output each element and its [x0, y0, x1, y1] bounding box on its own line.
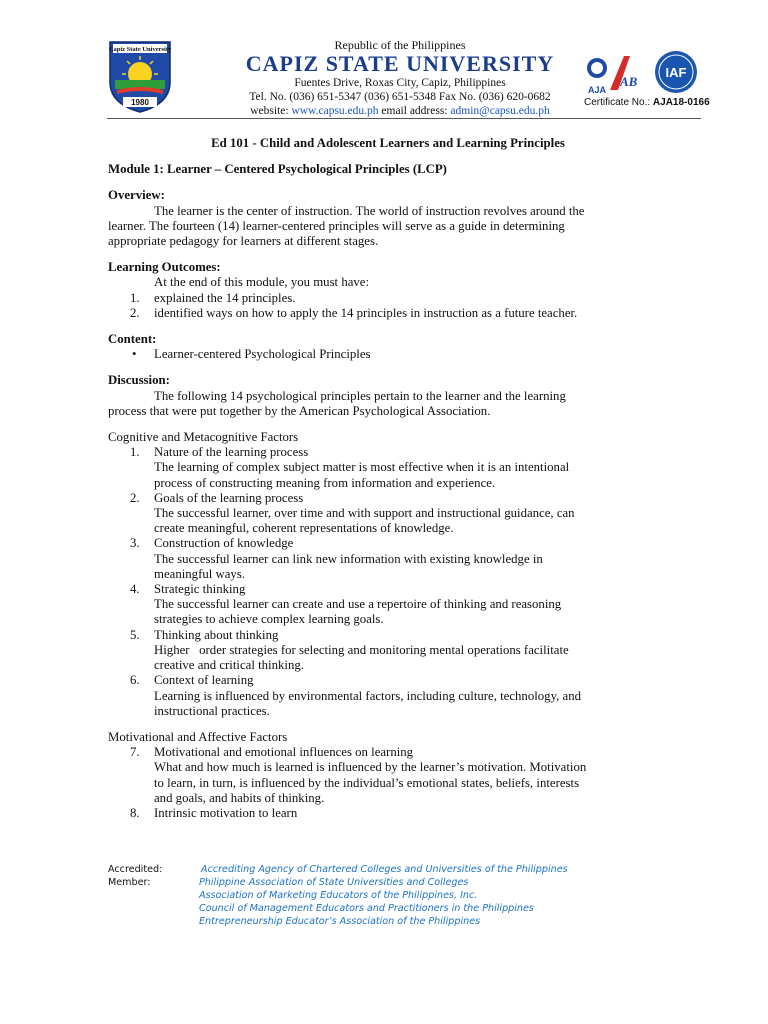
- overview-line-2: learner. The fourteen (14) learner-centered principles will serve as a guide in determining: [108, 218, 565, 233]
- address-line: Fuentes Drive, Roxas City, Capiz, Philippines: [294, 77, 506, 89]
- ab-logo-icon: [610, 56, 638, 90]
- cognitive-heading: Cognitive and Metacognitive Factors: [108, 430, 299, 445]
- principle-title: Motivational and emotional influences on learning: [154, 745, 414, 760]
- principle-desc-2: instructional practices.: [154, 703, 270, 718]
- course-title: Ed 101 - Child and Adolescent Learners and Learning Principles: [211, 136, 565, 150]
- principle-desc-1: Learning is influenced by environmental factors, including culture, technology, and: [154, 688, 582, 703]
- svg-text:IAF: IAF: [665, 65, 687, 80]
- email-link[interactable]: admin@capsu.edu.ph: [450, 105, 550, 117]
- outcome-number: 2.: [130, 305, 140, 320]
- overview-line-3: appropriate pedagogy for learners at different stages.: [108, 234, 379, 249]
- principle-title: Intrinsic motivation to learn: [154, 805, 298, 820]
- principle-desc-1: The successful learner, over time and with support and instructional guidance, can: [154, 506, 575, 521]
- module-title: Module 1: Learner – Centered Psychological Principles (LCP): [108, 162, 447, 177]
- principle-number: 2.: [130, 490, 140, 505]
- accredited-label: Accredited:: [108, 864, 163, 875]
- principle-number: 1.: [130, 445, 140, 460]
- iaf-logo-icon: [655, 51, 697, 93]
- member-item: Council of Management Educators and Practitioners in the Philippines: [199, 903, 534, 914]
- discussion-line-2: process that were put together by the American Psychological Association.: [108, 403, 491, 418]
- discussion-heading: Discussion:: [108, 373, 170, 388]
- outcome-item: [108, 306, 668, 321]
- web-line: [180, 104, 620, 118]
- svg-text:AB: AB: [620, 74, 638, 89]
- discussion-line-1: The following 14 psychological principles pertain to the learner and the learning: [154, 388, 566, 403]
- document-body: [108, 136, 668, 821]
- content-heading: Content:: [108, 332, 157, 347]
- overview-line-1: The learner is the center of instruction. The world of instruction revolves around the: [154, 203, 585, 218]
- certificate-line: [584, 97, 710, 108]
- content-item-text: Learner-centered Psychological Principles: [154, 347, 371, 362]
- principle-item: [108, 628, 668, 674]
- principle-desc-1: Higher order strategies for selecting and monitoring mental operations facilitate: [154, 642, 569, 657]
- principle-number: 5.: [130, 627, 140, 642]
- principle-number: 4.: [130, 582, 140, 597]
- principle-desc-2: process of constructing meaning from information and experience.: [154, 475, 496, 490]
- principle-desc-1: The learning of complex subject matter is most effective when it is an intentional: [154, 460, 570, 475]
- principle-desc-1: What and how much is learned is influenced by the learner’s motivation. Motivation: [154, 760, 587, 775]
- principle-title: Thinking about thinking: [154, 627, 279, 642]
- principle-number: 8.: [130, 805, 140, 820]
- motivational-heading: Motivational and Affective Factors: [108, 729, 288, 744]
- outcomes-intro: At the end of this module, you must have:: [154, 275, 370, 290]
- principle-title: Construction of knowledge: [154, 536, 294, 551]
- tel-line: Tel. No. (036) 651-5347 (036) 651-5348 Fax No. (036) 620-0682: [249, 91, 551, 103]
- principle-item: [108, 536, 668, 582]
- principle-title: Context of learning: [154, 673, 254, 688]
- content-bullet-item: [108, 347, 668, 362]
- seal-text: Capiz State University: [108, 46, 172, 53]
- university-name: CAPIZ STATE UNIVERSITY: [245, 51, 555, 76]
- university-seal-logo: [107, 38, 173, 114]
- member-item: Association of Marketing Educators of the Philippines, Inc.: [199, 890, 478, 901]
- accredited-value: Accrediting Agency of Chartered Colleges and Universities of the Philippines: [201, 864, 568, 875]
- aja-logo-icon: [587, 58, 607, 95]
- principle-item: [108, 806, 668, 821]
- principle-title: Goals of the learning process: [154, 490, 304, 505]
- website-link[interactable]: www.capsu.edu.ph: [291, 105, 379, 117]
- member-item: Philippine Association of State Universities and Colleges: [199, 877, 469, 888]
- principle-item: [108, 745, 668, 806]
- cert-label: Certificate No.:: [584, 97, 651, 108]
- principle-item: [108, 491, 668, 537]
- principle-item: [108, 673, 668, 719]
- website-label: website:: [250, 105, 289, 117]
- footer-accreditation: [108, 863, 668, 928]
- bullet-icon: •: [132, 347, 137, 362]
- principle-title: Nature of the learning process: [154, 445, 309, 460]
- outcome-item: [108, 291, 668, 306]
- principle-item: [108, 445, 668, 491]
- outcomes-heading: Learning Outcomes:: [108, 260, 221, 275]
- outcome-number: 1.: [130, 290, 140, 305]
- principle-desc-2: create meaningful, coherent representations of knowledge.: [154, 521, 454, 536]
- principle-number: 3.: [130, 536, 140, 551]
- seal-year: 1980: [131, 98, 149, 107]
- principle-title: Strategic thinking: [154, 582, 246, 597]
- principle-desc-3: and goals, and habits of thinking.: [154, 790, 325, 805]
- email-label: email address:: [381, 105, 448, 117]
- outcome-text: explained the 14 principles.: [154, 290, 296, 305]
- member-item: Entrepreneurship Educator’s Association of the Philippines: [199, 916, 481, 927]
- letterhead: [180, 38, 620, 118]
- principle-desc-2: creative and critical thinking.: [154, 658, 304, 673]
- principle-desc-1: The successful learner can create and use a repertoire of thinking and reasoning: [154, 597, 562, 612]
- principle-desc-2: to learn, in turn, is influenced by the individual’s emotional states, beliefs, interests: [154, 775, 580, 790]
- cert-number: AJA18-0166: [652, 97, 710, 108]
- member-label: Member:: [108, 877, 151, 888]
- svg-text:AJA: AJA: [587, 85, 607, 95]
- principle-item: [108, 582, 668, 628]
- republic-line: Republic of the Philippines: [334, 38, 466, 52]
- principle-desc-2: strategies to achieve complex learning goals.: [154, 612, 384, 627]
- header-divider: [107, 118, 701, 119]
- principle-desc-1: The successful learner can link new information with existing knowledge in: [154, 551, 543, 566]
- outcome-text: identified ways on how to apply the 14 principles in instruction as a future teacher.: [154, 305, 578, 320]
- overview-heading: Overview:: [108, 188, 165, 203]
- principle-desc-2: meaningful ways.: [154, 566, 245, 581]
- principle-number: 7.: [130, 745, 140, 760]
- principle-number: 6.: [130, 673, 140, 688]
